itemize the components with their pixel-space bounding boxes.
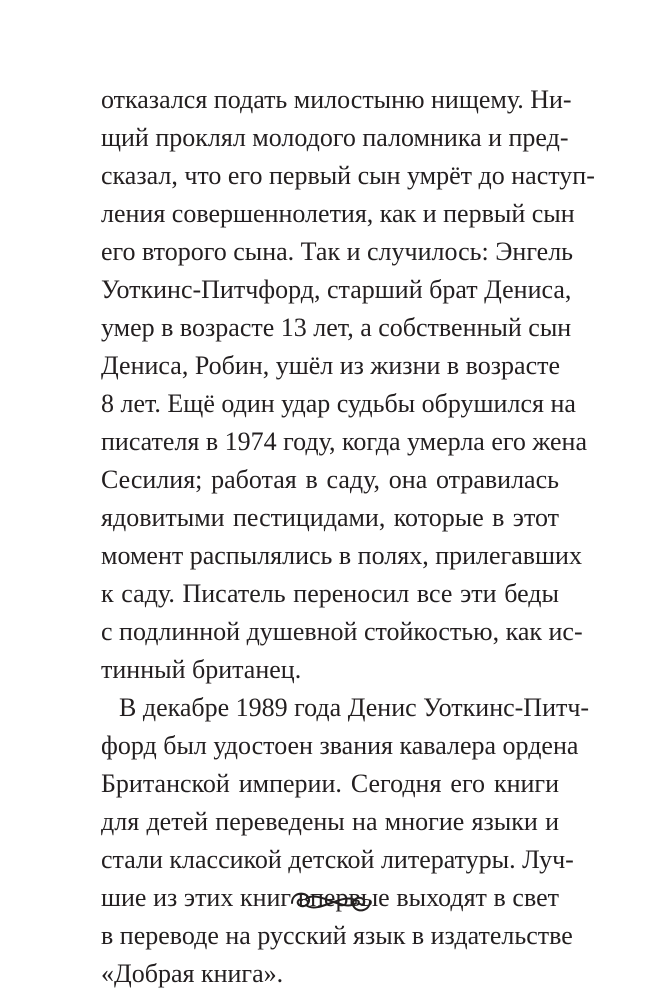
text-line: его второго сына. Так и случилось: Энгель xyxy=(101,237,574,266)
text-line: ядовитыми пестицидами, которые в этот xyxy=(101,503,559,532)
text-line: В декабре 1989 года Денис Уоткинс-Питч- xyxy=(119,693,590,722)
text-line: 8 лет. Ещё один удар судьбы обрушился на xyxy=(101,389,576,418)
text-line: щий проклял молодого паломника и пред- xyxy=(101,123,569,152)
text-line: сказал, что его первый сын умрёт до наступ- xyxy=(101,161,595,190)
text-line: Дениса, Робин, ушёл из жизни в возрасте xyxy=(101,351,561,380)
text-line: форд был удостоен звания кавалера ордена xyxy=(101,731,579,760)
text-line: для детей переведены на многие языки и xyxy=(101,807,559,836)
text-line: «Добрая книга». xyxy=(101,959,284,988)
text-line: шие из этих книг впервые выходят в свет xyxy=(101,883,559,912)
text-line: тинный британец. xyxy=(101,655,302,684)
text-line: с подлинной душевной стойкостью, как ис- xyxy=(101,617,583,646)
text-line: стали классикой детской литературы. Луч- xyxy=(101,845,574,874)
text-line: умер в возрасте 13 лет, а собственный сын xyxy=(101,313,572,342)
text-line: писателя в 1974 году, когда умерла его жена xyxy=(101,427,588,456)
text-line: Британской империи. Сегодня его книги xyxy=(101,769,559,798)
text-line: отказался подать милостыню нищему. Ни- xyxy=(101,85,572,114)
text-line: ления совершеннолетия, как и первый сын xyxy=(101,199,575,228)
text-line: Уоткинс-Питчфорд, старший брат Дениса, xyxy=(101,275,572,304)
text-line: к саду. Писатель переносил все эти беды xyxy=(101,579,559,608)
text-line: Сесилия; работая в саду, она отравилась xyxy=(101,465,559,494)
text-line: в переводе на русский язык в издательстве xyxy=(101,921,573,950)
text-line: момент распылялись в полях, прилегавших xyxy=(101,541,582,570)
swirl-ornament-icon xyxy=(286,885,376,919)
